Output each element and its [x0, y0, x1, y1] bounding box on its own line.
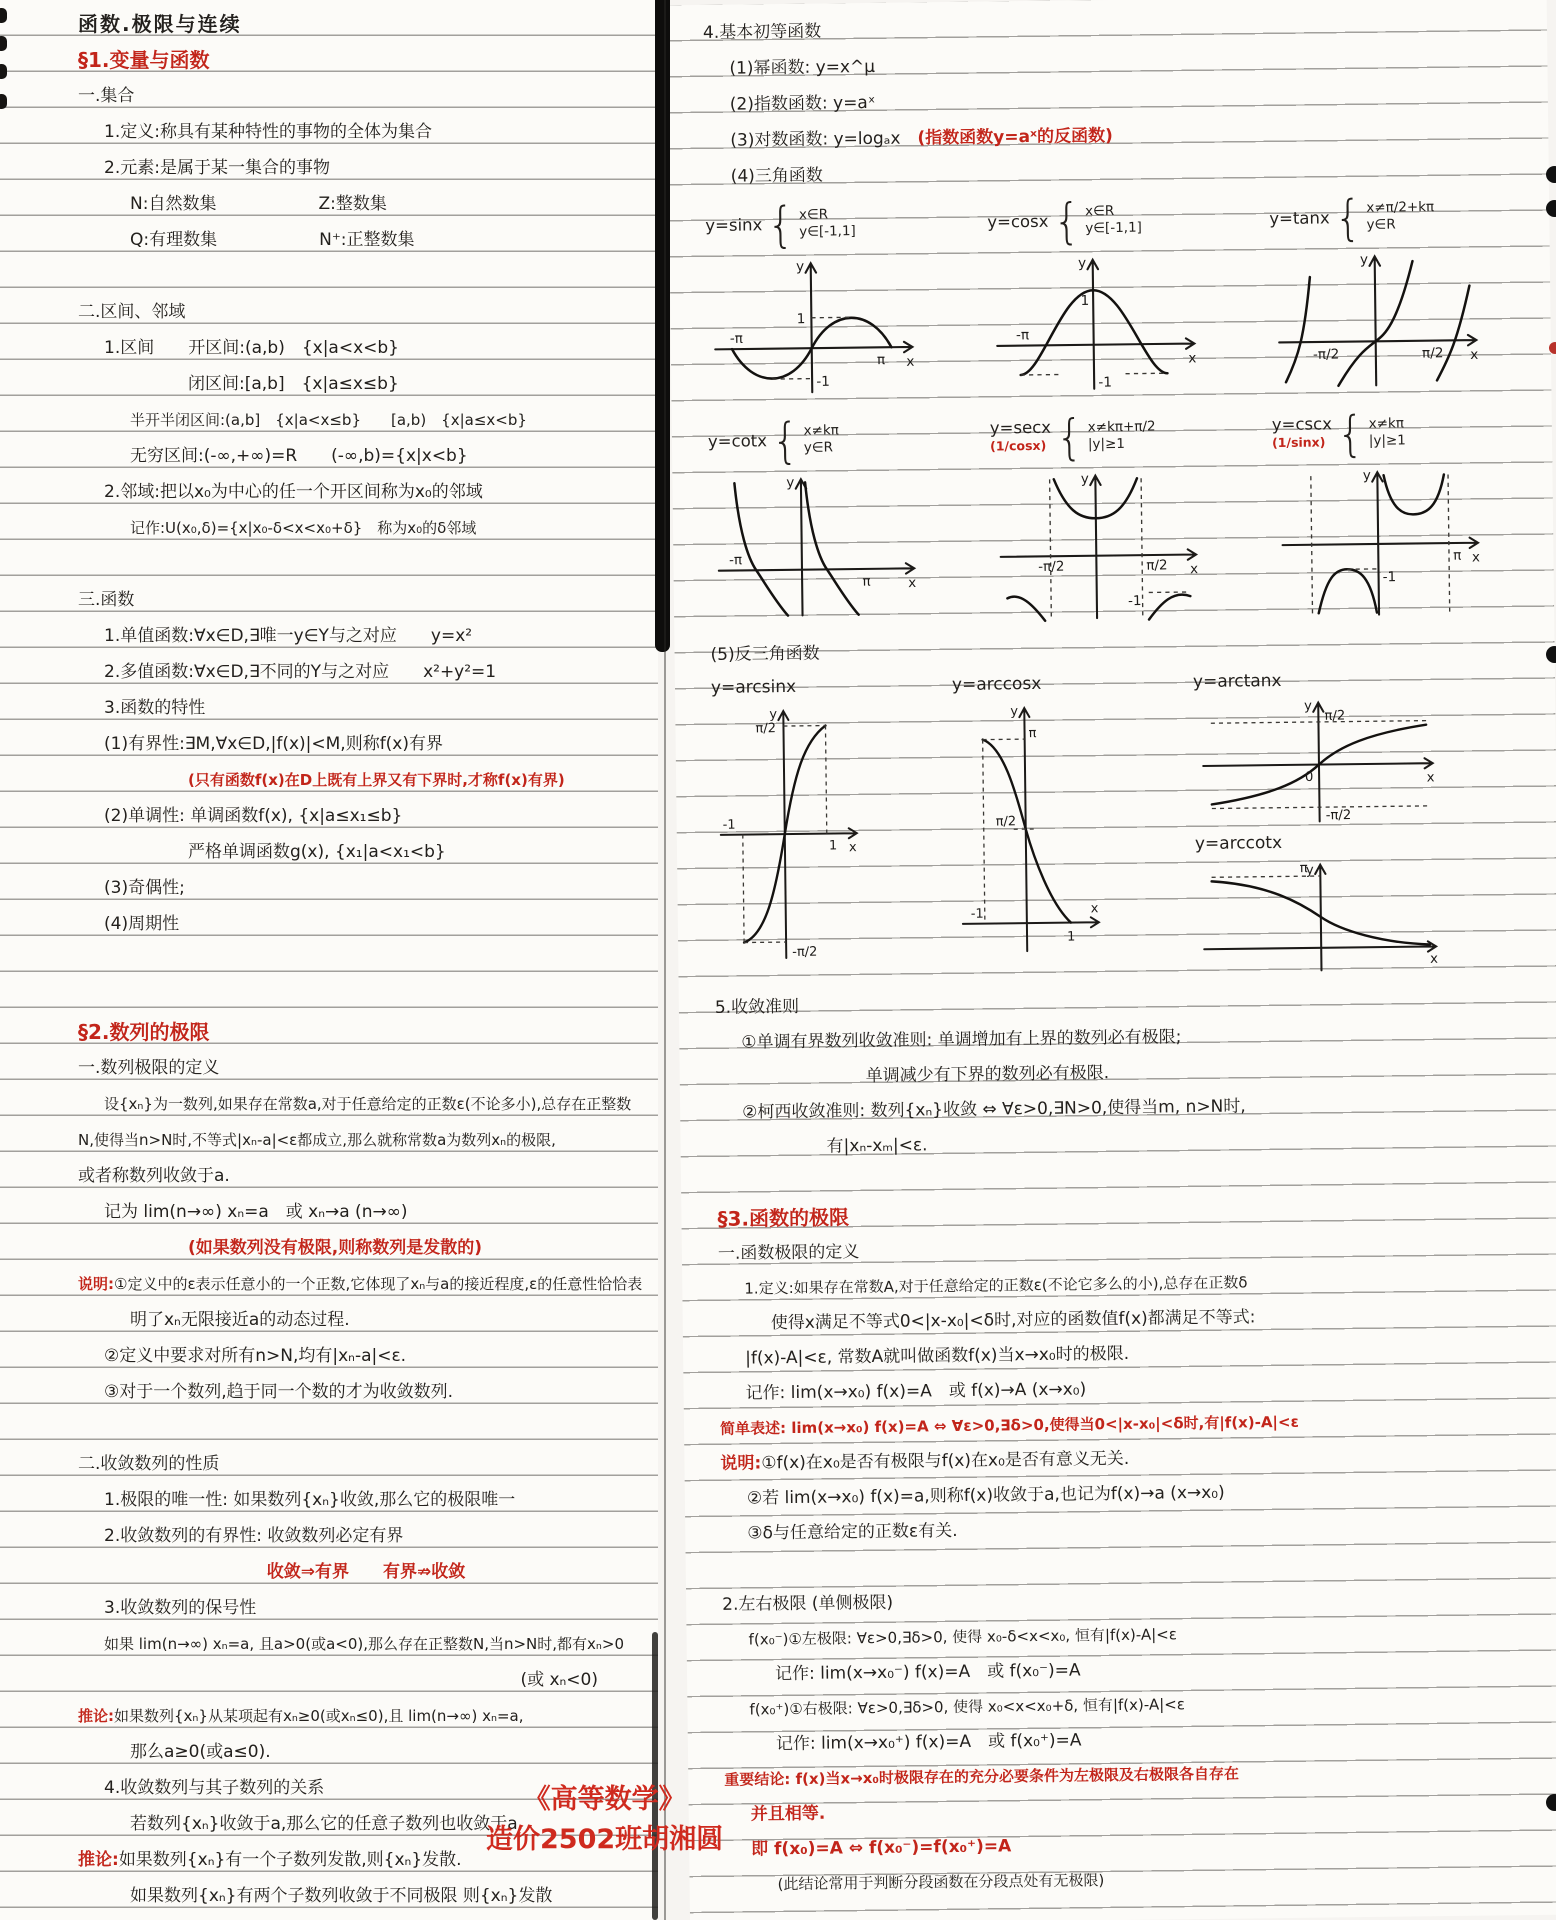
note-line: (2)指数函数: y=aˣ	[729, 92, 876, 115]
note-line: 使得x满足不等式0<|x-x₀|<δ时,对应的函数值f(x)都满足不等式:	[770, 1307, 1256, 1334]
note-line: ①单调有界数列收敛准则: 单调增加有上界的数列必有极限;	[741, 1027, 1182, 1053]
axis-label-y: y	[1010, 704, 1019, 720]
axis-label-y: y	[1077, 255, 1087, 272]
note-line: 1.定义:称具有某种特性的事物的全体为集合	[104, 122, 432, 142]
note-line: 3.收敛数列的保号性	[104, 1598, 257, 1618]
note-line: 如果 lim(n→∞) xₙ=a, 且a>0(或a<0),那么存在正整数N,当n>N时,都有xₙ>0	[104, 1635, 625, 1653]
trig-graph-row-2	[708, 403, 1547, 627]
note-line: (只有函数f(x)在D上既有上界又有下界时,才称f(x)有界)	[188, 771, 565, 789]
note-line: 说明:①定义中的ε表示任意小的一个正数,它体现了xₙ与a的接近程度,ε的任意性恰恰表	[78, 1275, 643, 1293]
arcsin-graph	[711, 701, 864, 968]
axis-label-y: y	[1305, 863, 1314, 879]
note-line: (3)对数函数: y=logₐx (指数函数y=aˣ的反函数)	[730, 125, 1113, 151]
sec-label	[990, 406, 1263, 465]
tick-label: π/2	[1146, 557, 1168, 574]
arccos-label: y=arccosx	[951, 673, 1042, 695]
note-line: 无穷区间:(-∞,+∞)=R (-∞,b)={x|x<b}	[130, 446, 468, 466]
brace-icon: {	[1334, 188, 1362, 246]
note-line: 二.区间、邻域	[78, 302, 186, 322]
tick-label: π	[862, 573, 871, 590]
csc-reciprocal-note: (1/sinx)	[1271, 434, 1326, 451]
note-line: (4)周期性	[104, 914, 180, 934]
note-line: 半开半闭区间:(a,b] {x|a<x≤b} [a,b) {x|a≤x<b}	[130, 411, 527, 429]
sin-formula: y=sinx	[705, 214, 763, 235]
axis-label-y: y	[769, 707, 778, 723]
note-line: |f(x)-A|<ε, 常数A就叫做函数f(x)当x→x₀时的极限.	[745, 1343, 1130, 1369]
cos-domain: x∈R	[1084, 202, 1115, 220]
note-line: ③δ与任意给定的正数ε有关.	[747, 1520, 958, 1544]
axis-label-x: x	[1188, 350, 1197, 367]
sin-range: y∈[-1,1]	[799, 223, 856, 240]
spine-shadow-bottom	[652, 1632, 658, 1920]
binder-hole	[0, 94, 7, 109]
note-line: 严格单调函数g(x), {x₁|a<x₁<b}	[188, 842, 446, 862]
note-line: 即 f(x₀)=A ⇔ f(x₀⁻)=f(x₀⁺)=A	[751, 1836, 1012, 1860]
tick-label: -π/2	[1312, 346, 1340, 363]
note-line: 2.多值函数:∀x∈D,∃不同的Y与之对应 x²+y²=1	[104, 662, 497, 682]
spine-shadow	[655, 0, 670, 652]
binder-hole-red	[1549, 342, 1556, 354]
note-line: §3.函数的极限	[717, 1205, 850, 1231]
note-line: f(x₀⁺)①右极限: ∀ε>0,∃δ>0, 使得 x₀<x<x₀+δ, 恒有|f(x)-A|<ε	[749, 1695, 1186, 1719]
note-line: 2.元素:是属于某一集合的事物	[104, 158, 330, 178]
trig-graph-row-1	[705, 187, 1543, 403]
tan-range: y∈R	[1366, 216, 1396, 233]
axis-label-y: y	[795, 258, 805, 275]
arctan-label: y=arctanx	[1192, 670, 1282, 693]
tan-graph	[1270, 243, 1487, 396]
note-line: ②若 lim(x→x₀) f(x)=a,则称f(x)收敛于a,也记为f(x)→a (x→x₀)	[746, 1482, 1225, 1509]
note-line: 有|xₙ-xₘ|<ε.	[826, 1135, 928, 1157]
tick-label: π/2	[1324, 708, 1346, 724]
sec-graph-cell	[990, 406, 1265, 623]
ruled-gap	[78, 1410, 654, 1446]
note-line: 一.集合	[78, 86, 135, 106]
csc-range: |y|≥1	[1368, 432, 1406, 449]
note-line: 记作:U(x₀,δ)={x|x₀-δ<x<x₀+δ} 称为x₀的δ邻域	[130, 519, 477, 537]
note-line: 单调减少有下界的数列必有极限.	[865, 1063, 1110, 1087]
tan-label	[1269, 187, 1542, 246]
tan-formula: y=tanx	[1269, 207, 1330, 228]
note-line: 记为 lim(n→∞) xₙ=a 或 xₙ→a (n→∞)	[104, 1202, 408, 1222]
tick-label: -1	[1127, 593, 1142, 610]
note-line: 如果数列{xₙ}有两个子数列收敛于不同极限 则{xₙ}发散	[130, 1886, 553, 1906]
note-line: §1.变量与函数	[78, 48, 210, 72]
right-page	[667, 0, 1556, 1920]
tick-label: π	[1453, 547, 1462, 564]
tick-label: -π	[729, 330, 744, 347]
note-line: 三.函数	[78, 590, 135, 610]
tick-label: 0	[1304, 769, 1314, 785]
note-line: (5)反三角函数	[710, 643, 820, 665]
note-line: 2.左右极限 (单侧极限)	[722, 1592, 894, 1615]
tick-label: -1	[816, 373, 831, 390]
note-line: Q:有理数集 N⁺:正整数集	[130, 230, 415, 250]
binder-hole	[1546, 646, 1556, 663]
arccot-label: y=arccotx	[1194, 832, 1283, 855]
note-line: (3)奇偶性;	[104, 878, 185, 898]
axis-label-x: x	[908, 575, 917, 592]
left-page	[0, 0, 658, 1920]
sin-graph-cell	[705, 194, 979, 403]
note-line: 设{xₙ}为一数列,如果存在常数a,对于任意给定的正数ε(不论多小),总存在正整数	[104, 1095, 632, 1113]
ruled-gap	[78, 942, 654, 1014]
note-line: 推论:如果数列{xₙ}从某项起有xₙ≥0(或xₙ≤0),且 lim(n→∞) xₙ=a,	[78, 1707, 524, 1725]
note-line: 2.邻域:把以x₀为中心的任一个开区间称为x₀的邻域	[104, 482, 483, 502]
csc-graph	[1272, 459, 1489, 620]
note-line: 那么a≥0(或a≤0).	[130, 1742, 271, 1762]
tan-domain: x≠π/2+kπ	[1366, 199, 1435, 216]
csc-label	[1272, 403, 1545, 462]
note-line: 或者称数列收敛于a.	[78, 1166, 230, 1186]
note-line: ③对于一个数列,趋于同一个数的才为收敛数列.	[104, 1382, 454, 1402]
note-line: 4.收敛数列与其子数列的关系	[104, 1778, 325, 1798]
axis-label-x: x	[1090, 901, 1099, 917]
arccos-graph-cell	[952, 667, 1171, 980]
note-line: (此结论常用于判断分段函数在分段点处有无极限)	[777, 1871, 1105, 1894]
note-line: 记作: lim(x→x₀) f(x)=A 或 f(x)→A (x→x₀)	[745, 1379, 1087, 1404]
cos-range: y∈[-1,1]	[1085, 219, 1142, 237]
tick-label: -1	[970, 906, 984, 922]
note-line: 一.函数极限的定义	[717, 1242, 860, 1264]
note-line: N,使得当n>N时,不等式|xₙ-a|<ε都成立,那么就称常数a为数列xₙ的极限,	[78, 1131, 556, 1149]
sec-formula: y=secx	[989, 417, 1052, 438]
axis-label-x: x	[1470, 346, 1479, 364]
sin-label	[705, 194, 978, 253]
tick-label: -1	[1382, 569, 1397, 586]
note-line: 重要结论: f(x)当x→x₀时极限存在的充分必要条件为左极限及右极限各自存在	[724, 1764, 1240, 1789]
axis-label-y: y	[1080, 471, 1089, 488]
tick-label: 1	[796, 311, 806, 328]
tick-label: -π	[1015, 327, 1030, 344]
axis-label-x: x	[906, 353, 915, 370]
note-line: 1.极限的唯一性: 如果数列{xₙ}收敛,那么它的极限唯一	[104, 1490, 516, 1510]
note-line: ②定义中要求对所有n>N,均有|xₙ-a|<ε.	[104, 1346, 407, 1366]
note-line: 1.定义:如果存在常数A,对于任意给定的正数ε(不论它多么的小),总存在正数δ	[744, 1273, 1248, 1298]
binder-hole	[0, 36, 7, 51]
binder-hole	[1546, 1794, 1556, 1811]
brace-icon: {	[1055, 408, 1084, 465]
brace-icon: {	[1336, 404, 1365, 462]
note-line: 并且相等.	[750, 1803, 826, 1825]
note-line: 1.区间 开区间:(a,b) {x|a<x<b}	[104, 338, 400, 358]
axis-label-y: y	[1359, 251, 1369, 268]
note-line: (1)幂函数: y=x^μ	[729, 56, 876, 79]
sec-domain: x≠kπ+π/2	[1087, 418, 1156, 436]
tick-label: π	[1028, 725, 1037, 742]
note-line: 记作: lim(x→x₀⁺) f(x)=A 或 f(x₀⁺)=A	[775, 1730, 1082, 1755]
brace-icon: {	[766, 195, 795, 253]
note-line: 简单表述: lim(x→x₀) f(x)=A ⇔ ∀ε>0,∃δ>0,使得当0<|x-x₀|<δ时,有|f(x)-A|<ε	[719, 1412, 1300, 1438]
binder-hole	[0, 8, 7, 23]
arcsin-label: y=arcsinx	[710, 676, 797, 698]
note-line: 收敛⇒有界 有界⇏收敛	[266, 1562, 466, 1582]
note-line: 2.收敛数列的有界性: 收敛数列必定有界	[104, 1526, 404, 1546]
watermark-book-title: 《高等数学》	[523, 1784, 686, 1815]
binder-hole	[0, 64, 7, 79]
axis-label-x: x	[1430, 951, 1439, 967]
ruled-gap	[78, 546, 654, 582]
cot-formula: y=cotx	[707, 430, 768, 451]
watermark-class-name: 造价2502班胡湘圆	[486, 1824, 724, 1855]
tick-label: -1	[722, 817, 736, 833]
tick-label: -π	[729, 552, 743, 569]
axis-label-y: y	[786, 474, 795, 491]
sin-graph	[706, 250, 923, 403]
sec-graph	[990, 463, 1207, 624]
note-line: 3.函数的特性	[104, 698, 206, 718]
brace-icon: {	[771, 411, 800, 469]
cos-graph	[988, 247, 1205, 400]
note-line: 明了xₙ无限接近a的动态过程.	[130, 1310, 350, 1330]
tick-label: -1	[1098, 374, 1113, 391]
note-line: 二.收敛数列的性质	[78, 1454, 220, 1474]
arctan-arccot-column	[1193, 663, 1551, 977]
note-line: 4.基本初等函数	[702, 21, 822, 43]
tick-label: 1	[828, 838, 838, 854]
note-line: 闭区间:[a,b] {x|a≤x≤b}	[188, 374, 399, 394]
cos-graph-cell	[987, 190, 1261, 399]
tick-label: π/2	[995, 814, 1017, 830]
note-line: (或 xₙ<0)	[520, 1670, 598, 1690]
tick-label: -π/2	[1325, 808, 1352, 824]
sec-reciprocal-note: (1/cosx)	[989, 437, 1047, 454]
note-line: 1.单值函数:∀x∈D,∃唯一y∈Y与之对应 y=x²	[104, 626, 473, 646]
note-line: 5.收敛准则	[714, 996, 800, 1018]
tick-label: -π/2	[792, 944, 818, 960]
cot-domain: x≠kπ	[803, 422, 839, 439]
tan-graph-cell	[1269, 187, 1543, 396]
axis-label-y: y	[1303, 698, 1312, 714]
tick-label: π/2	[1421, 345, 1444, 362]
arccos-graph	[952, 698, 1105, 965]
axis-label-y: y	[1362, 467, 1371, 484]
csc-domain: x≠kπ	[1368, 415, 1405, 432]
csc-graph-cell	[1272, 403, 1547, 620]
arccot-graph	[1195, 856, 1446, 977]
note-line: 若数列{xₙ}收敛于a,那么它的任意子数列也收敛于a.	[130, 1814, 524, 1834]
right-bottom-text-block	[715, 981, 1556, 1903]
cot-graph	[708, 466, 925, 627]
note-line: 函数.极限与连续	[78, 12, 242, 36]
binder-hole	[1546, 200, 1556, 217]
page-divider-line	[664, 0, 666, 1920]
note-line: N:自然数集 Z:整数集	[130, 194, 387, 214]
right-top-text-block	[703, 5, 1541, 195]
note-line: 推论:如果数列{xₙ}有一个子数列发散,则{xₙ}发散.	[78, 1850, 462, 1870]
note-line: (1)有界性:∃M,∀x∈D,|f(x)|<M,则称f(x)有界	[104, 734, 444, 754]
watermark	[486, 1780, 723, 1860]
tick-label: -π/2	[1038, 558, 1065, 575]
arctan-graph	[1193, 694, 1445, 829]
axis-label-x: x	[1471, 549, 1481, 566]
inverse-trig-row	[711, 663, 1551, 983]
axis-label-x: x	[1189, 561, 1199, 578]
binder-hole	[1546, 166, 1556, 183]
brace-icon: {	[1053, 192, 1081, 249]
note-line: §2.数列的极限	[78, 1020, 210, 1044]
cot-range: y∈R	[803, 439, 834, 456]
tick-label: π	[1299, 861, 1308, 877]
cot-graph-cell	[708, 410, 983, 627]
ruled-gap	[78, 258, 654, 294]
cos-formula: y=cosx	[987, 211, 1049, 232]
cot-label	[708, 410, 981, 469]
axis-label-x: x	[1426, 770, 1435, 786]
note-line: 说明:①f(x)在x₀是否有极限与f(x)在x₀是否有意义无关.	[720, 1448, 1130, 1474]
note-line: f(x₀⁻)①左极限: ∀ε>0,∃δ>0, 使得 x₀-δ<x<x₀, 恒有|f(x)-A|<ε	[748, 1625, 1177, 1649]
note-line: ②柯西收敛准则: 数列{xₙ}收敛 ⇔ ∀ε>0,∃N>0,使得当m, n>N时,	[742, 1096, 1246, 1123]
note-line: (如果数列没有极限,则称数列是发散的)	[188, 1238, 482, 1258]
note-line: 记作: lim(x→x₀⁻) f(x)=A 或 f(x₀⁻)=A	[774, 1660, 1081, 1685]
note-line: (4)三角函数	[730, 165, 823, 187]
arcsin-graph-cell	[711, 670, 930, 983]
tick-label: 1	[1066, 929, 1076, 945]
tick-label: 1	[1080, 292, 1090, 310]
left-text-block	[78, 6, 654, 1914]
axis-label-x: x	[848, 840, 857, 856]
note-line: (2)单调性: 单调函数f(x), {x|a≤x₁≤b}	[104, 806, 403, 826]
csc-formula: y=cscx	[1271, 414, 1333, 435]
sec-range: |y|≥1	[1087, 435, 1126, 453]
tick-label: π	[876, 352, 886, 369]
cos-label	[987, 190, 1260, 249]
note-line: 一.数列极限的定义	[78, 1058, 220, 1078]
tick-label: π/2	[755, 721, 777, 737]
sin-domain: x∈R	[798, 206, 829, 223]
